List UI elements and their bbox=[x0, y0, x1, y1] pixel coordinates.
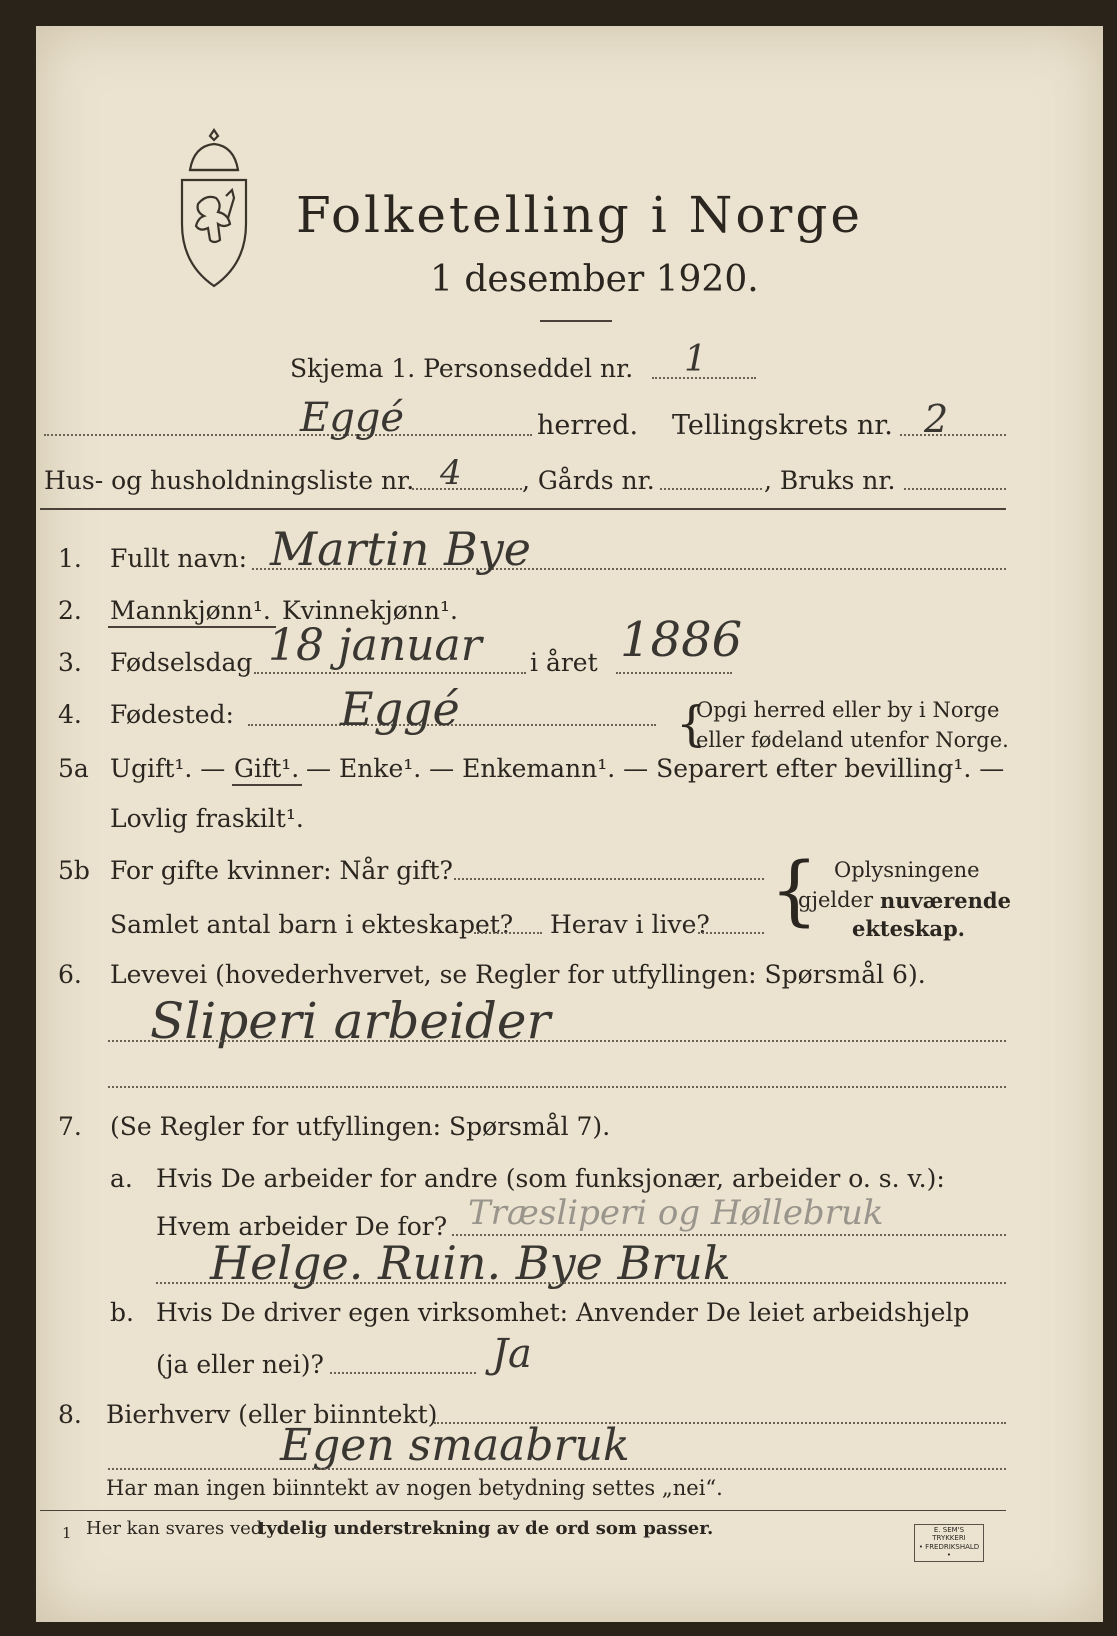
herred-value: Eggé bbox=[300, 395, 405, 441]
footnote-mark: 1 bbox=[62, 1524, 72, 1542]
q5b-note-2: gjelder bbox=[798, 888, 874, 912]
q6-number: 6. bbox=[58, 960, 82, 989]
q5b-note-2b: nuværende bbox=[880, 888, 1011, 913]
birthyear-value: 1886 bbox=[620, 612, 743, 668]
employer-label: Hvem arbeider De for? bbox=[156, 1212, 448, 1241]
tellingskrets-value: 2 bbox=[924, 397, 949, 441]
gards-line bbox=[660, 488, 762, 490]
q5b-note-1: Oplysningene bbox=[834, 858, 980, 882]
q1-number: 1. bbox=[58, 544, 82, 573]
printer-stamp-line1: E. SEM'S TRYKKERI bbox=[932, 1526, 966, 1543]
occupation-line-1 bbox=[108, 1040, 1006, 1042]
q7a-number: a. bbox=[110, 1164, 133, 1193]
hired-help-line bbox=[330, 1372, 476, 1374]
gift-option: Gift¹. bbox=[234, 754, 300, 783]
employer-line-2 bbox=[156, 1282, 1006, 1284]
q7b-text: Hvis De driver egen virksomhet: Anvender De leiet arbeidshjelp bbox=[156, 1298, 970, 1327]
alive-label: Herav i live? bbox=[550, 910, 710, 939]
children-label: Samlet antal barn i ekteskapet? bbox=[110, 910, 514, 939]
husliste-line bbox=[412, 488, 522, 490]
q2-number: 2. bbox=[58, 596, 82, 625]
q7b-number: b. bbox=[110, 1298, 134, 1327]
bruks-label: , Bruks nr. bbox=[764, 466, 896, 495]
q6-label: Levevei (hovederhvervet, se Regler for utfyllingen: Spørsmål 6). bbox=[110, 960, 926, 989]
q3-number: 3. bbox=[58, 648, 82, 677]
male-option: Mannkjønn¹. bbox=[110, 596, 271, 625]
title-ornament bbox=[540, 320, 612, 322]
ugift-option: Ugift¹. — bbox=[110, 754, 226, 783]
male-underline bbox=[108, 626, 276, 628]
married-when-line bbox=[454, 878, 764, 880]
civil-status-options: — Enke¹. — Enkemann¹. — Separert efter bevilling¹. — bbox=[306, 754, 1005, 783]
form-title: Folketelling i Norge bbox=[296, 186, 863, 244]
alive-line bbox=[698, 932, 764, 934]
side-income-note: Har man ingen biinntekt av nogen betydning settes „nei“. bbox=[106, 1476, 723, 1500]
q5b-label: For gifte kvinner: Når gift? bbox=[110, 856, 453, 885]
husliste-value: 4 bbox=[440, 453, 462, 493]
q5b-bracket: { bbox=[770, 845, 819, 934]
full-name-value: Martin Bye bbox=[270, 522, 531, 576]
birthday-line bbox=[254, 672, 526, 674]
printer-stamp bbox=[914, 1524, 984, 1562]
norwegian-coat-of-arms-icon bbox=[168, 126, 260, 292]
q1-label: Fullt navn: bbox=[110, 544, 248, 573]
personseddel-value: 1 bbox=[684, 339, 707, 380]
q8-number: 8. bbox=[58, 1400, 82, 1429]
side-income-line-2 bbox=[108, 1468, 1006, 1470]
employer-pencil-value: Træsliperi og Høllebruk bbox=[468, 1193, 884, 1233]
skjema-label: Skjema 1. Personseddel nr. bbox=[290, 354, 634, 383]
census-date: 1 desember 1920. bbox=[430, 259, 759, 300]
q4-label: Fødested: bbox=[110, 700, 234, 729]
herred-label: herred. bbox=[537, 410, 639, 441]
bruks-line bbox=[904, 488, 1006, 490]
q5b-note-3: ekteskap. bbox=[852, 916, 965, 941]
female-option: Kvinnekjønn¹. bbox=[282, 596, 458, 625]
hired-help-value: Ja bbox=[492, 1331, 532, 1377]
q7a-text: Hvis De arbeider for andre (som funksjonær, arbeider o. s. v.): bbox=[156, 1164, 945, 1193]
footer-divider bbox=[40, 1510, 1006, 1511]
printer-stamp-line2: • FREDRIKSHALD • bbox=[918, 1542, 980, 1560]
header-divider bbox=[40, 508, 1006, 510]
tellingskrets-label: Tellingskrets nr. bbox=[672, 410, 893, 441]
birthplace-note-1: Opgi herred eller by i Norge bbox=[696, 698, 1000, 722]
q5b-number: 5b bbox=[58, 856, 90, 885]
herred-line bbox=[44, 434, 532, 436]
birthplace-value: Eggé bbox=[340, 682, 460, 736]
children-line bbox=[474, 932, 542, 934]
employer-value: Helge. Ruin. Bye Bruk bbox=[210, 1236, 731, 1290]
year-label: i året bbox=[530, 648, 598, 677]
occupation-line-2 bbox=[108, 1086, 1006, 1088]
birthplace-bracket: { bbox=[676, 696, 707, 752]
birthday-value: 18 januar bbox=[268, 620, 482, 671]
footnote-text-a: Her kan svares ved bbox=[86, 1518, 263, 1539]
birthyear-line bbox=[616, 672, 732, 674]
side-income-value: Egen smaabruk bbox=[280, 1420, 630, 1471]
tellingskrets-line bbox=[900, 434, 1006, 436]
lovlig-fraskilt-option: Lovlig fraskilt¹. bbox=[110, 804, 304, 833]
q3-label: Fødselsdag bbox=[110, 648, 253, 677]
gards-label: , Gårds nr. bbox=[522, 466, 655, 495]
gift-underline bbox=[232, 784, 302, 786]
footnote-text-b: tydelig understrekning av de ord som passer. bbox=[258, 1518, 714, 1539]
q7-number: 7. bbox=[58, 1112, 82, 1141]
q7-label: (Se Regler for utfyllingen: Spørsmål 7). bbox=[110, 1112, 611, 1141]
q4-number: 4. bbox=[58, 700, 82, 729]
occupation-value: Sliperi arbeider bbox=[150, 992, 551, 1050]
q8-label: Bierhverv (eller biinntekt) bbox=[106, 1400, 438, 1429]
hired-help-label: (ja eller nei)? bbox=[156, 1350, 324, 1379]
q5a-number: 5a bbox=[58, 754, 89, 783]
husliste-label: Hus- og husholdningsliste nr. bbox=[44, 466, 415, 495]
birthplace-note-2: eller fødeland utenfor Norge. bbox=[696, 728, 1009, 752]
